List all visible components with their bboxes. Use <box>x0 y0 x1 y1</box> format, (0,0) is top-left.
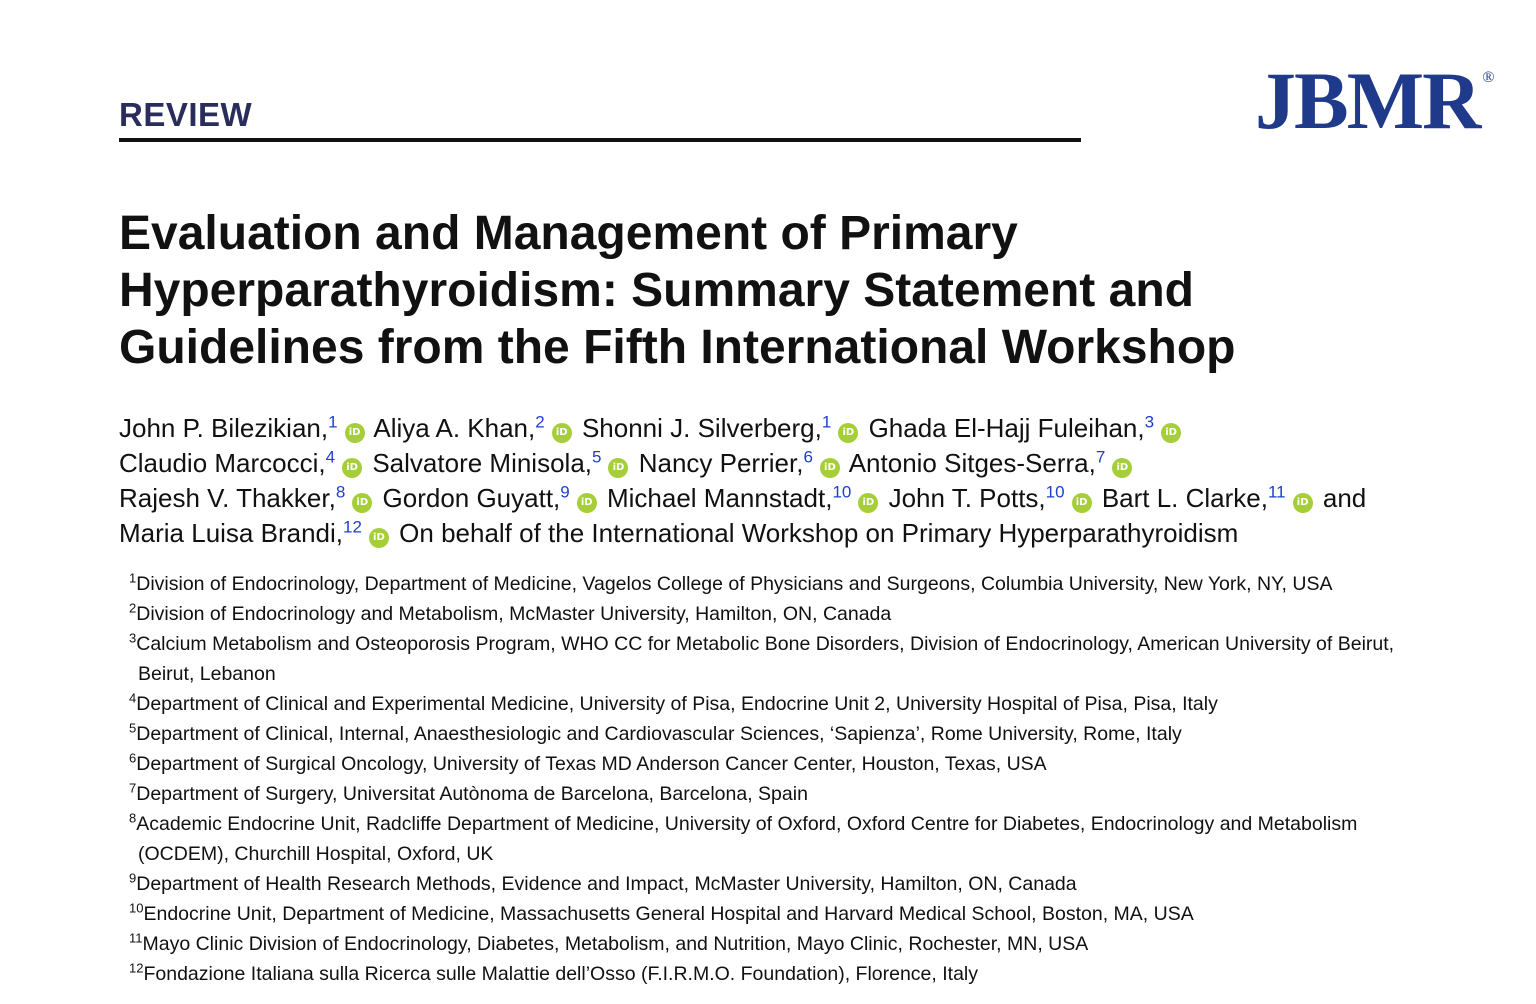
affiliation-number: 12 <box>129 960 144 976</box>
group-author: On behalf of the International Workshop on Primary Hyperparathyroidism <box>399 518 1239 548</box>
author[interactable] <box>119 413 368 443</box>
orcid-icon[interactable]: iD <box>352 493 372 513</box>
affiliation-number: 1 <box>129 570 137 586</box>
author-line <box>119 516 1439 551</box>
orcid-icon[interactable]: iD <box>1293 493 1313 513</box>
affiliation-text: Mayo Clinic Division of Endocrinology, Diabetes, Metabolism, and Nutrition, Mayo Clinic, Rochester, MN, USA <box>142 933 1089 955</box>
author-name[interactable]: Rajesh V. Thakker, <box>119 483 336 513</box>
affiliation-link[interactable]: 3 <box>1144 412 1155 432</box>
author[interactable] <box>372 448 631 478</box>
affiliation-link[interactable]: 8 <box>335 482 346 502</box>
author-connector: and <box>1322 483 1367 513</box>
journal-logo <box>1255 55 1495 146</box>
author-name[interactable]: Bart L. Clarke, <box>1101 483 1268 513</box>
author-line <box>119 446 1439 481</box>
affiliation-text: Department of Health Research Methods, Evidence and Impact, McMaster University, Hamilton, ON, Canada <box>136 873 1077 895</box>
author-name[interactable]: Antonio Sitges-Serra, <box>848 448 1096 478</box>
affiliation-link[interactable]: 12 <box>343 517 362 537</box>
affiliation-number: 7 <box>129 780 137 796</box>
affiliation-text: Department of Surgical Oncology, University of Texas MD Anderson Cancer Center, Houston, Texas, USA <box>136 753 1047 775</box>
affiliation-link[interactable]: 1 <box>821 412 832 432</box>
author[interactable] <box>607 483 881 513</box>
author[interactable] <box>383 483 600 513</box>
orcid-icon[interactable]: iD <box>345 423 365 443</box>
orcid-icon[interactable]: iD <box>369 528 389 548</box>
author[interactable] <box>119 448 365 478</box>
affiliation-text: Division of Endocrinology, Department of Medicine, Vagelos College of Physicians and Surgeons, Columbia University, New York, NY, USA <box>136 573 1333 595</box>
author-list <box>119 411 1439 551</box>
affiliation-number: 4 <box>129 690 137 706</box>
author-name[interactable]: Gordon Guyatt, <box>382 483 561 513</box>
article-title-line: Hyperparathyroidism: Summary Statement and <box>119 264 1194 317</box>
author-name[interactable]: Aliya A. Khan, <box>373 413 536 443</box>
affiliation-item <box>129 629 1429 689</box>
affiliation-item <box>129 779 1429 809</box>
orcid-icon[interactable]: iD <box>838 423 858 443</box>
author-name[interactable]: Maria Luisa Brandi, <box>119 518 343 548</box>
orcid-icon[interactable]: iD <box>552 423 572 443</box>
author[interactable] <box>119 518 392 548</box>
author[interactable] <box>639 448 843 478</box>
affiliation-item <box>129 929 1429 959</box>
affiliation-number: 2 <box>129 600 137 616</box>
author[interactable] <box>1102 483 1316 513</box>
author-name[interactable]: John T. Potts, <box>888 483 1046 513</box>
affiliation-link[interactable]: 2 <box>535 412 545 432</box>
orcid-icon[interactable]: iD <box>858 493 878 513</box>
author-line <box>119 411 1439 446</box>
article-title-line: Guidelines from the Fifth International Workshop <box>119 321 1236 374</box>
author[interactable] <box>869 413 1185 443</box>
affiliation-item <box>129 719 1429 749</box>
affiliation-link[interactable]: 11 <box>1267 482 1286 502</box>
affiliation-number: 3 <box>129 630 137 646</box>
affiliation-item <box>129 899 1429 929</box>
affiliation-item <box>129 809 1429 869</box>
orcid-icon[interactable]: iD <box>577 493 597 513</box>
affiliation-link[interactable]: 10 <box>832 482 852 502</box>
affiliation-link[interactable]: 9 <box>560 482 570 502</box>
affiliation-item <box>129 569 1429 599</box>
affiliation-item <box>129 599 1429 629</box>
affiliation-item <box>129 689 1429 719</box>
affiliation-text: Fondazione Italiana sulla Ricerca sulle Malattie dell’Osso (F.I.R.M.O. Foundation), Florence, Italy <box>143 963 978 985</box>
author-name[interactable]: Michael Mannstadt, <box>606 483 833 513</box>
affiliation-number: 9 <box>129 870 137 886</box>
affiliation-item <box>129 959 1429 989</box>
registered-mark: ® <box>1482 69 1495 86</box>
author-name[interactable]: Shonni J. Silverberg, <box>581 413 822 443</box>
author[interactable] <box>119 483 375 513</box>
author-name[interactable]: Claudio Marcocci, <box>119 448 326 478</box>
author[interactable] <box>889 483 1095 513</box>
author[interactable] <box>849 448 1136 478</box>
author[interactable] <box>373 413 574 443</box>
affiliation-link[interactable]: 10 <box>1045 482 1065 502</box>
orcid-icon[interactable]: iD <box>1112 458 1132 478</box>
article-title <box>119 205 1419 376</box>
affiliation-link[interactable]: 6 <box>803 447 813 467</box>
journal-logo-text: JBMR <box>1255 55 1480 146</box>
affiliation-text: Department of Surgery, Universitat Autònoma de Barcelona, Barcelona, Spain <box>136 783 808 805</box>
affiliation-text: Calcium Metabolism and Osteoporosis Program, WHO CC for Metabolic Bone Disorders, Division of Endocrinology, American University of Beirut, <box>136 633 1395 655</box>
affiliation-item <box>129 869 1429 899</box>
affiliation-number: 6 <box>129 750 137 766</box>
section-divider <box>119 138 1081 142</box>
affiliation-text: Department of Clinical, Internal, Anaesthesiologic and Cardiovascular Sciences, ‘Sapienza’, Rome University, Rome, Italy <box>136 723 1182 745</box>
affiliation-list <box>129 569 1429 989</box>
orcid-icon[interactable]: iD <box>820 458 840 478</box>
orcid-icon[interactable]: iD <box>608 458 628 478</box>
author-name[interactable]: John P. Bilezikian, <box>119 413 329 443</box>
affiliation-link[interactable]: 1 <box>328 412 338 432</box>
orcid-icon[interactable]: iD <box>342 458 362 478</box>
author-name[interactable]: Salvatore Minisola, <box>372 448 592 478</box>
affiliation-item <box>129 749 1429 779</box>
author-name[interactable]: Nancy Perrier, <box>638 448 804 478</box>
author-line <box>119 481 1439 516</box>
affiliation-number: 11 <box>129 930 143 946</box>
affiliation-link[interactable]: 5 <box>592 447 602 467</box>
affiliation-text: Division of Endocrinology and Metabolism, McMaster University, Hamilton, ON, Canada <box>136 603 892 625</box>
orcid-icon[interactable]: iD <box>1072 493 1092 513</box>
author[interactable] <box>582 413 861 443</box>
affiliation-number: 5 <box>129 720 137 736</box>
affiliation-text-continued: Beirut, Lebanon <box>138 663 276 685</box>
affiliation-number: 8 <box>129 810 137 826</box>
affiliation-link[interactable]: 7 <box>1095 447 1106 467</box>
affiliation-text: Department of Clinical and Experimental Medicine, University of Pisa, Endocrine Unit 2, University Hospital of Pisa, Pisa, Italy <box>136 693 1218 715</box>
affiliation-text-continued: (OCDEM), Churchill Hospital, Oxford, UK <box>138 843 494 865</box>
orcid-icon[interactable]: iD <box>1161 423 1181 443</box>
affiliation-text: Academic Endocrine Unit, Radcliffe Department of Medicine, University of Oxford, Oxford Centre for Diabetes, Endocrinology and Metabolism <box>136 813 1358 835</box>
affiliation-number: 10 <box>129 900 144 916</box>
affiliation-link[interactable]: 4 <box>325 447 336 467</box>
section-label: REVIEW <box>119 96 253 133</box>
affiliation-text: Endocrine Unit, Department of Medicine, Massachusetts General Hospital and Harvard Medical School, Boston, MA, USA <box>143 903 1194 925</box>
author-name[interactable]: Ghada El-Hajj Fuleihan, <box>868 413 1145 443</box>
article-title-line: Evaluation and Management of Primary <box>119 207 1018 260</box>
